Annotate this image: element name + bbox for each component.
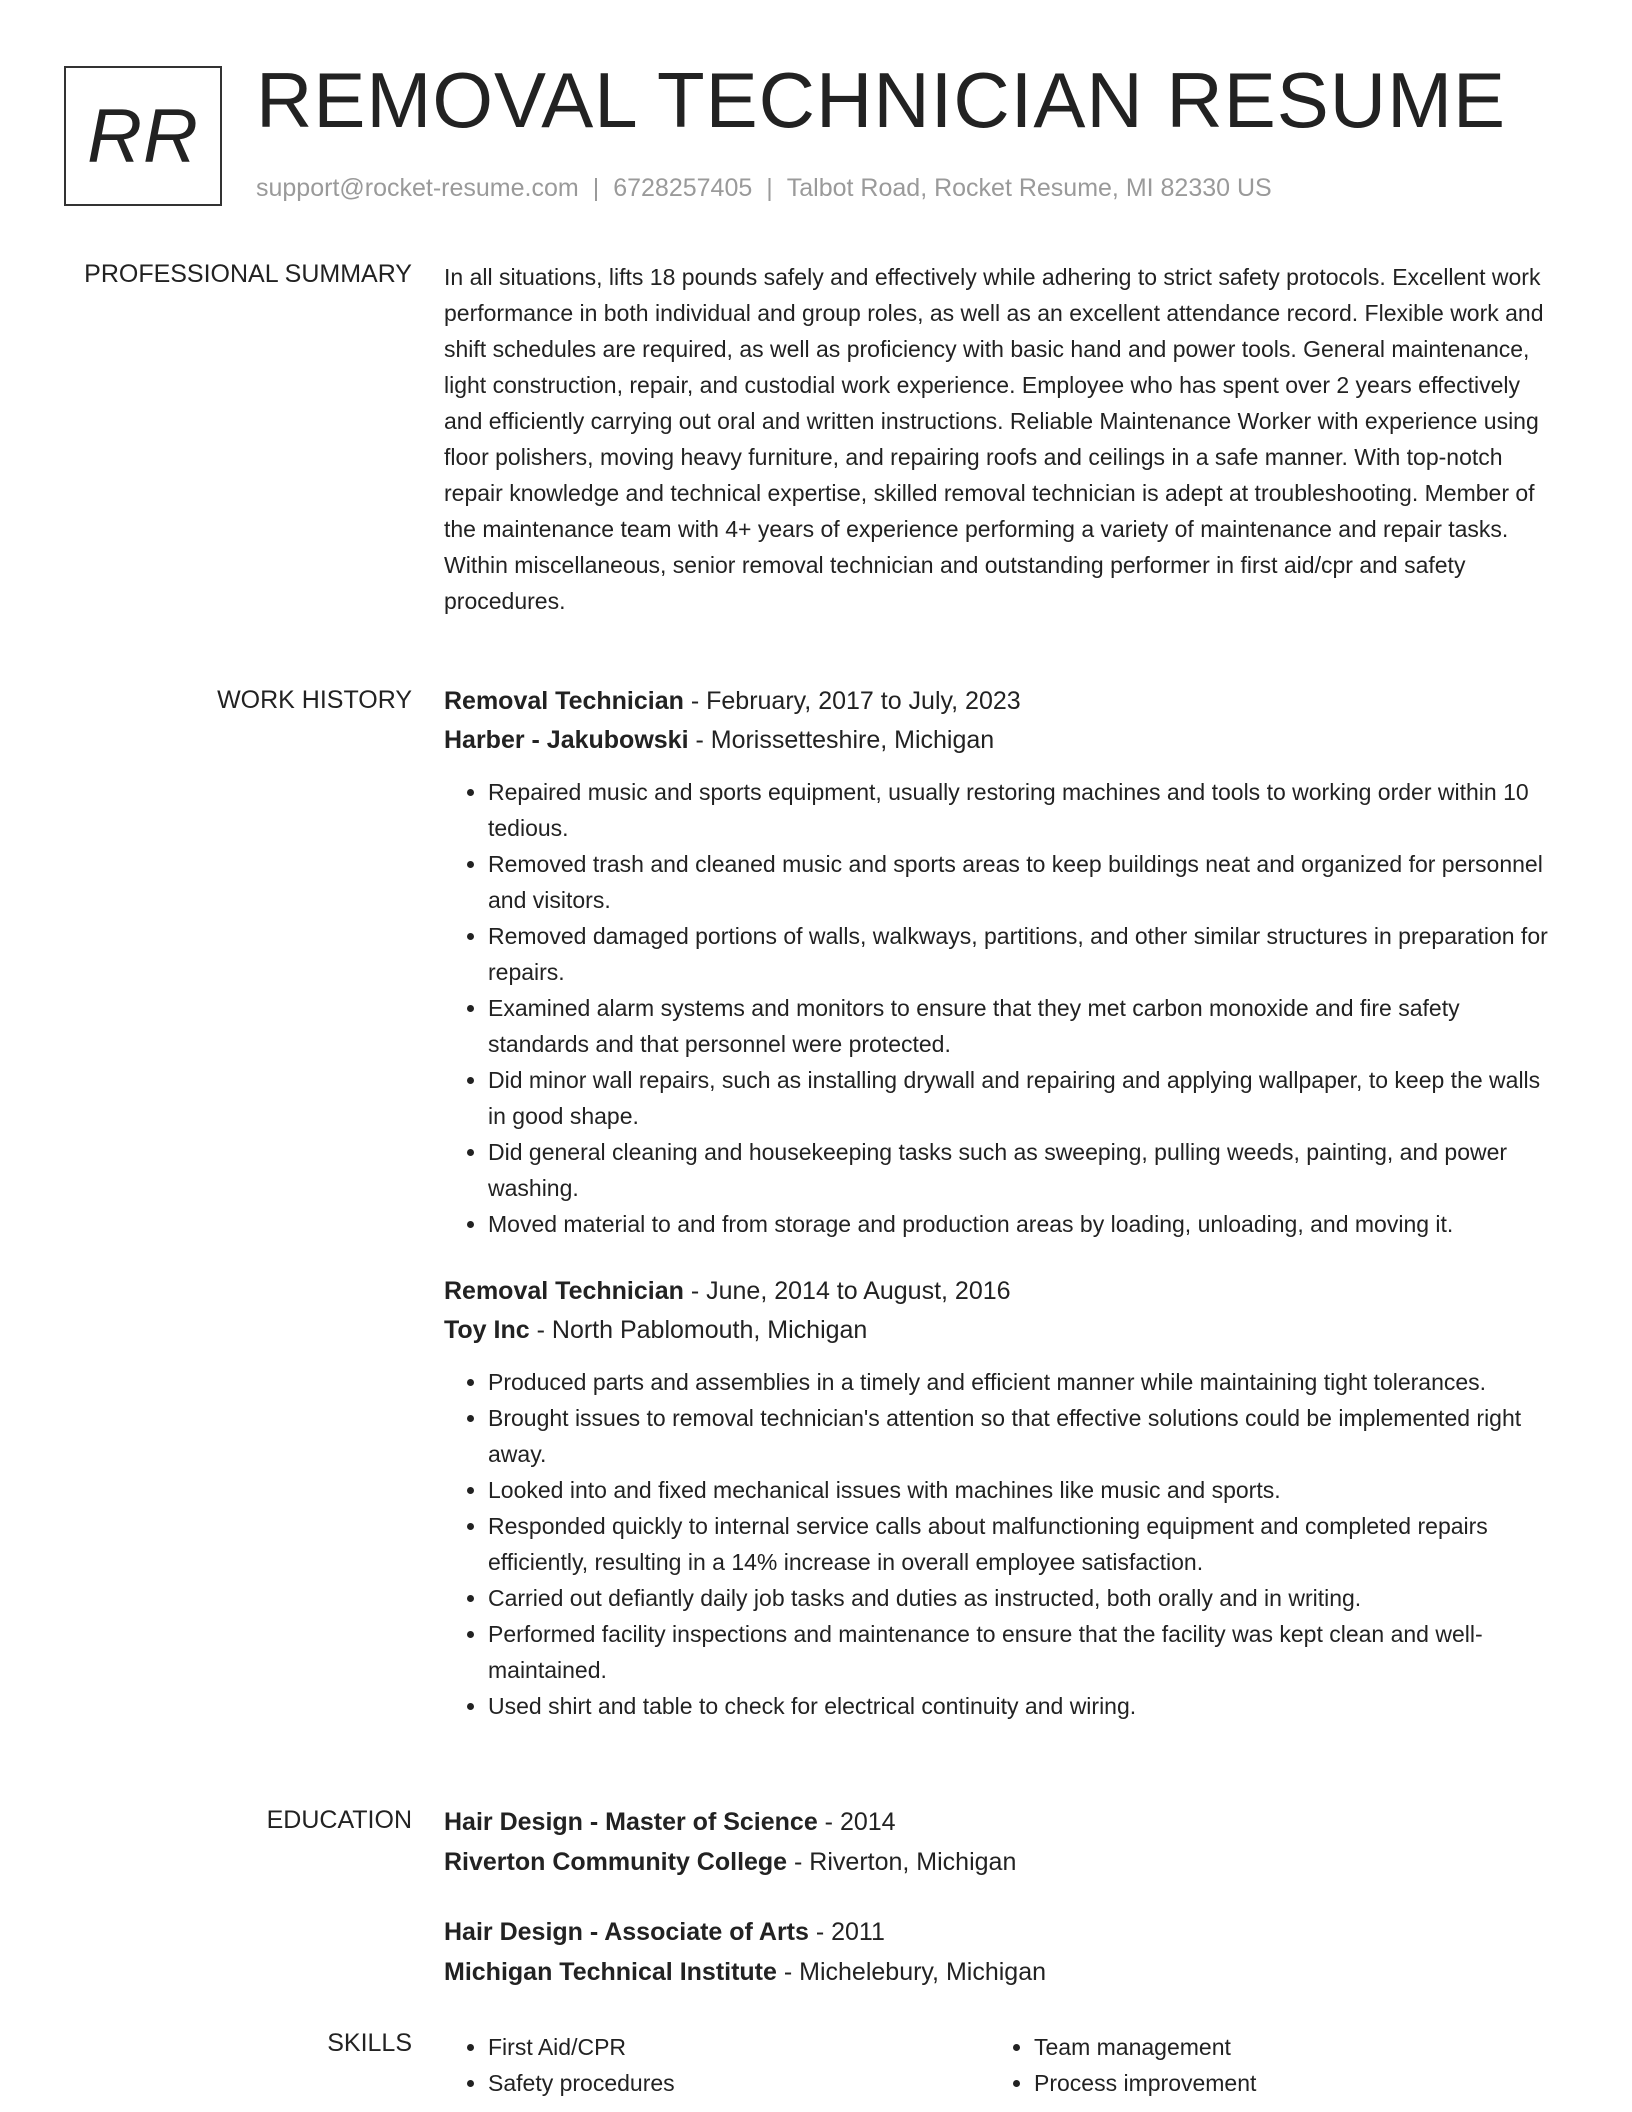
job-entry [444, 1272, 1562, 1724]
education-location: - Michelebury, Michigan [776, 1958, 1047, 1986]
skills-column-right [990, 2029, 1536, 2101]
job-bullet: • Moved material to and from storage and production areas by loading, unloading, and moving it. [488, 1206, 1562, 1242]
job-bullets [444, 774, 1562, 1242]
contact-email: support@rocket-resume.com [256, 174, 579, 202]
contact-separator: | [592, 174, 600, 202]
education-school: Michigan Technical Institute [444, 1958, 777, 1986]
summary-body [444, 259, 1562, 619]
job-bullet: • Brought issues to removal technician's attention so that effective solutions could be implemented right away. [488, 1400, 1562, 1472]
education-year: - 2011 [808, 1918, 885, 1946]
job-bullet: • Removed trash and cleaned music and sports areas to keep buildings neat and organized for personnel and visitors. [488, 846, 1562, 918]
job-bullet: • Did general cleaning and housekeeping tasks such as sweeping, pulling weeds, painting, and power washing. [488, 1134, 1562, 1206]
job-bullets [444, 1364, 1562, 1724]
education-school-line [444, 1842, 1562, 1882]
education-degree: Hair Design - Master of Science [444, 1808, 818, 1836]
job-title-line [444, 682, 1562, 721]
job-bullet: • Produced parts and assemblies in a timely and efficient manner while maintaining tight tolerances. [488, 1364, 1562, 1400]
contact-phone: 6728257405 [613, 174, 753, 202]
skills-grid [444, 2029, 1562, 2101]
job-bullet: • Did minor wall repairs, such as installing drywall and repairing and applying wallpaper, to keep the walls in good shape. [488, 1062, 1562, 1134]
job-entry [444, 682, 1562, 1242]
job-company-line [444, 1311, 1562, 1350]
job-bullet: • Performed facility inspections and maintenance to ensure that the facility was kept clean and well-maintained. [488, 1616, 1562, 1688]
job-title: Removal Technician [444, 687, 684, 715]
skills-column-left [444, 2029, 990, 2101]
job-title: Removal Technician [444, 1277, 684, 1305]
work-body [444, 682, 1562, 1754]
education-degree-line [444, 1802, 1562, 1842]
education-entry [444, 1912, 1562, 1992]
job-bullet: • Responded quickly to internal service calls about malfunctioning equipment and completed repairs efficiently, resulting in a 14% increase in overall employee satisfaction. [488, 1508, 1562, 1580]
summary-text: In all situations, lifts 18 pounds safely and effectively while adhering to strict safety protocols. Excellent work performance in both individual and group roles, as well as an excellent attendance record. Flexible work and shift schedules are required, as well as proficiency with basic hand and power tools. General maintenance, light construction, repair, and custodial work experience. Employee who has spent over 2 years effectively and efficiently carrying out oral and written instructions. Reliable Maintenance Worker with experience using floor polishers, moving heavy furniture, and repairing roofs and ceilings in a safe manner. With top-notch repair knowledge and technical expertise, skilled removal technician is adept at troubleshooting. Member of the maintenance team with 4+ years of experience performing a variety of maintenance and repair tasks. Within miscellaneous, senior removal technician and outstanding performer in first aid/cpr and safety procedures. [444, 264, 1544, 614]
job-company: Toy Inc [444, 1316, 530, 1344]
job-bullet: • Carried out defiantly daily job tasks and duties as instructed, both orally and in writing. [488, 1580, 1562, 1616]
job-dates: - February, 2017 to July, 2023 [683, 687, 1021, 715]
education-label: EDUCATION [266, 1806, 412, 1834]
job-bullet: • Repaired music and sports equipment, usually restoring machines and tools to working order within 10 tedious. [488, 774, 1562, 846]
contact-line [256, 174, 1272, 203]
summary-label: PROFESSIONAL SUMMARY [84, 260, 412, 288]
skill-item: • Process improvement [1034, 2065, 1536, 2101]
monogram-logo: RR [64, 66, 222, 206]
education-location: - Riverton, Michigan [787, 1848, 1017, 1876]
contact-separator: | [766, 174, 773, 202]
skill-item: • First Aid/CPR [488, 2029, 990, 2065]
page-title: REMOVAL TECHNICIAN RESUME [256, 56, 1507, 144]
education-degree-line [444, 1912, 1562, 1952]
contact-address: Talbot Road, Rocket Resume, MI 82330 US [786, 174, 1272, 202]
job-bullet: • Used shirt and table to check for electrical continuity and wiring. [488, 1688, 1562, 1724]
education-degree: Hair Design - Associate of Arts [444, 1918, 809, 1946]
job-bullet: • Examined alarm systems and monitors to ensure that they met carbon monoxide and fire safety standards and that personnel were protected. [488, 990, 1562, 1062]
education-entry [444, 1802, 1562, 1882]
skill-item: • Team management [1034, 2029, 1536, 2065]
education-school: Riverton Community College [444, 1848, 788, 1876]
work-label: WORK HISTORY [217, 686, 412, 714]
skill-item: • Safety procedures [488, 2065, 990, 2101]
job-bullet: • Looked into and fixed mechanical issues with machines like music and sports. [488, 1472, 1562, 1508]
job-dates: - June, 2014 to August, 2016 [683, 1277, 1011, 1305]
job-bullet: • Removed damaged portions of walls, walkways, partitions, and other similar structures in preparation for repairs. [488, 918, 1562, 990]
job-location: - Morissetteshire, Michigan [688, 726, 995, 754]
job-title-line [444, 1272, 1562, 1311]
job-location: - North Pablomouth, Michigan [529, 1316, 868, 1344]
education-year: - 2014 [817, 1808, 896, 1836]
education-school-line [444, 1952, 1562, 1992]
education-body [444, 1802, 1562, 2022]
job-company-line [444, 721, 1562, 760]
job-company: Harber - Jakubowski [444, 726, 689, 754]
skills-body [444, 2029, 1562, 2101]
skills-label: SKILLS [327, 2029, 412, 2057]
